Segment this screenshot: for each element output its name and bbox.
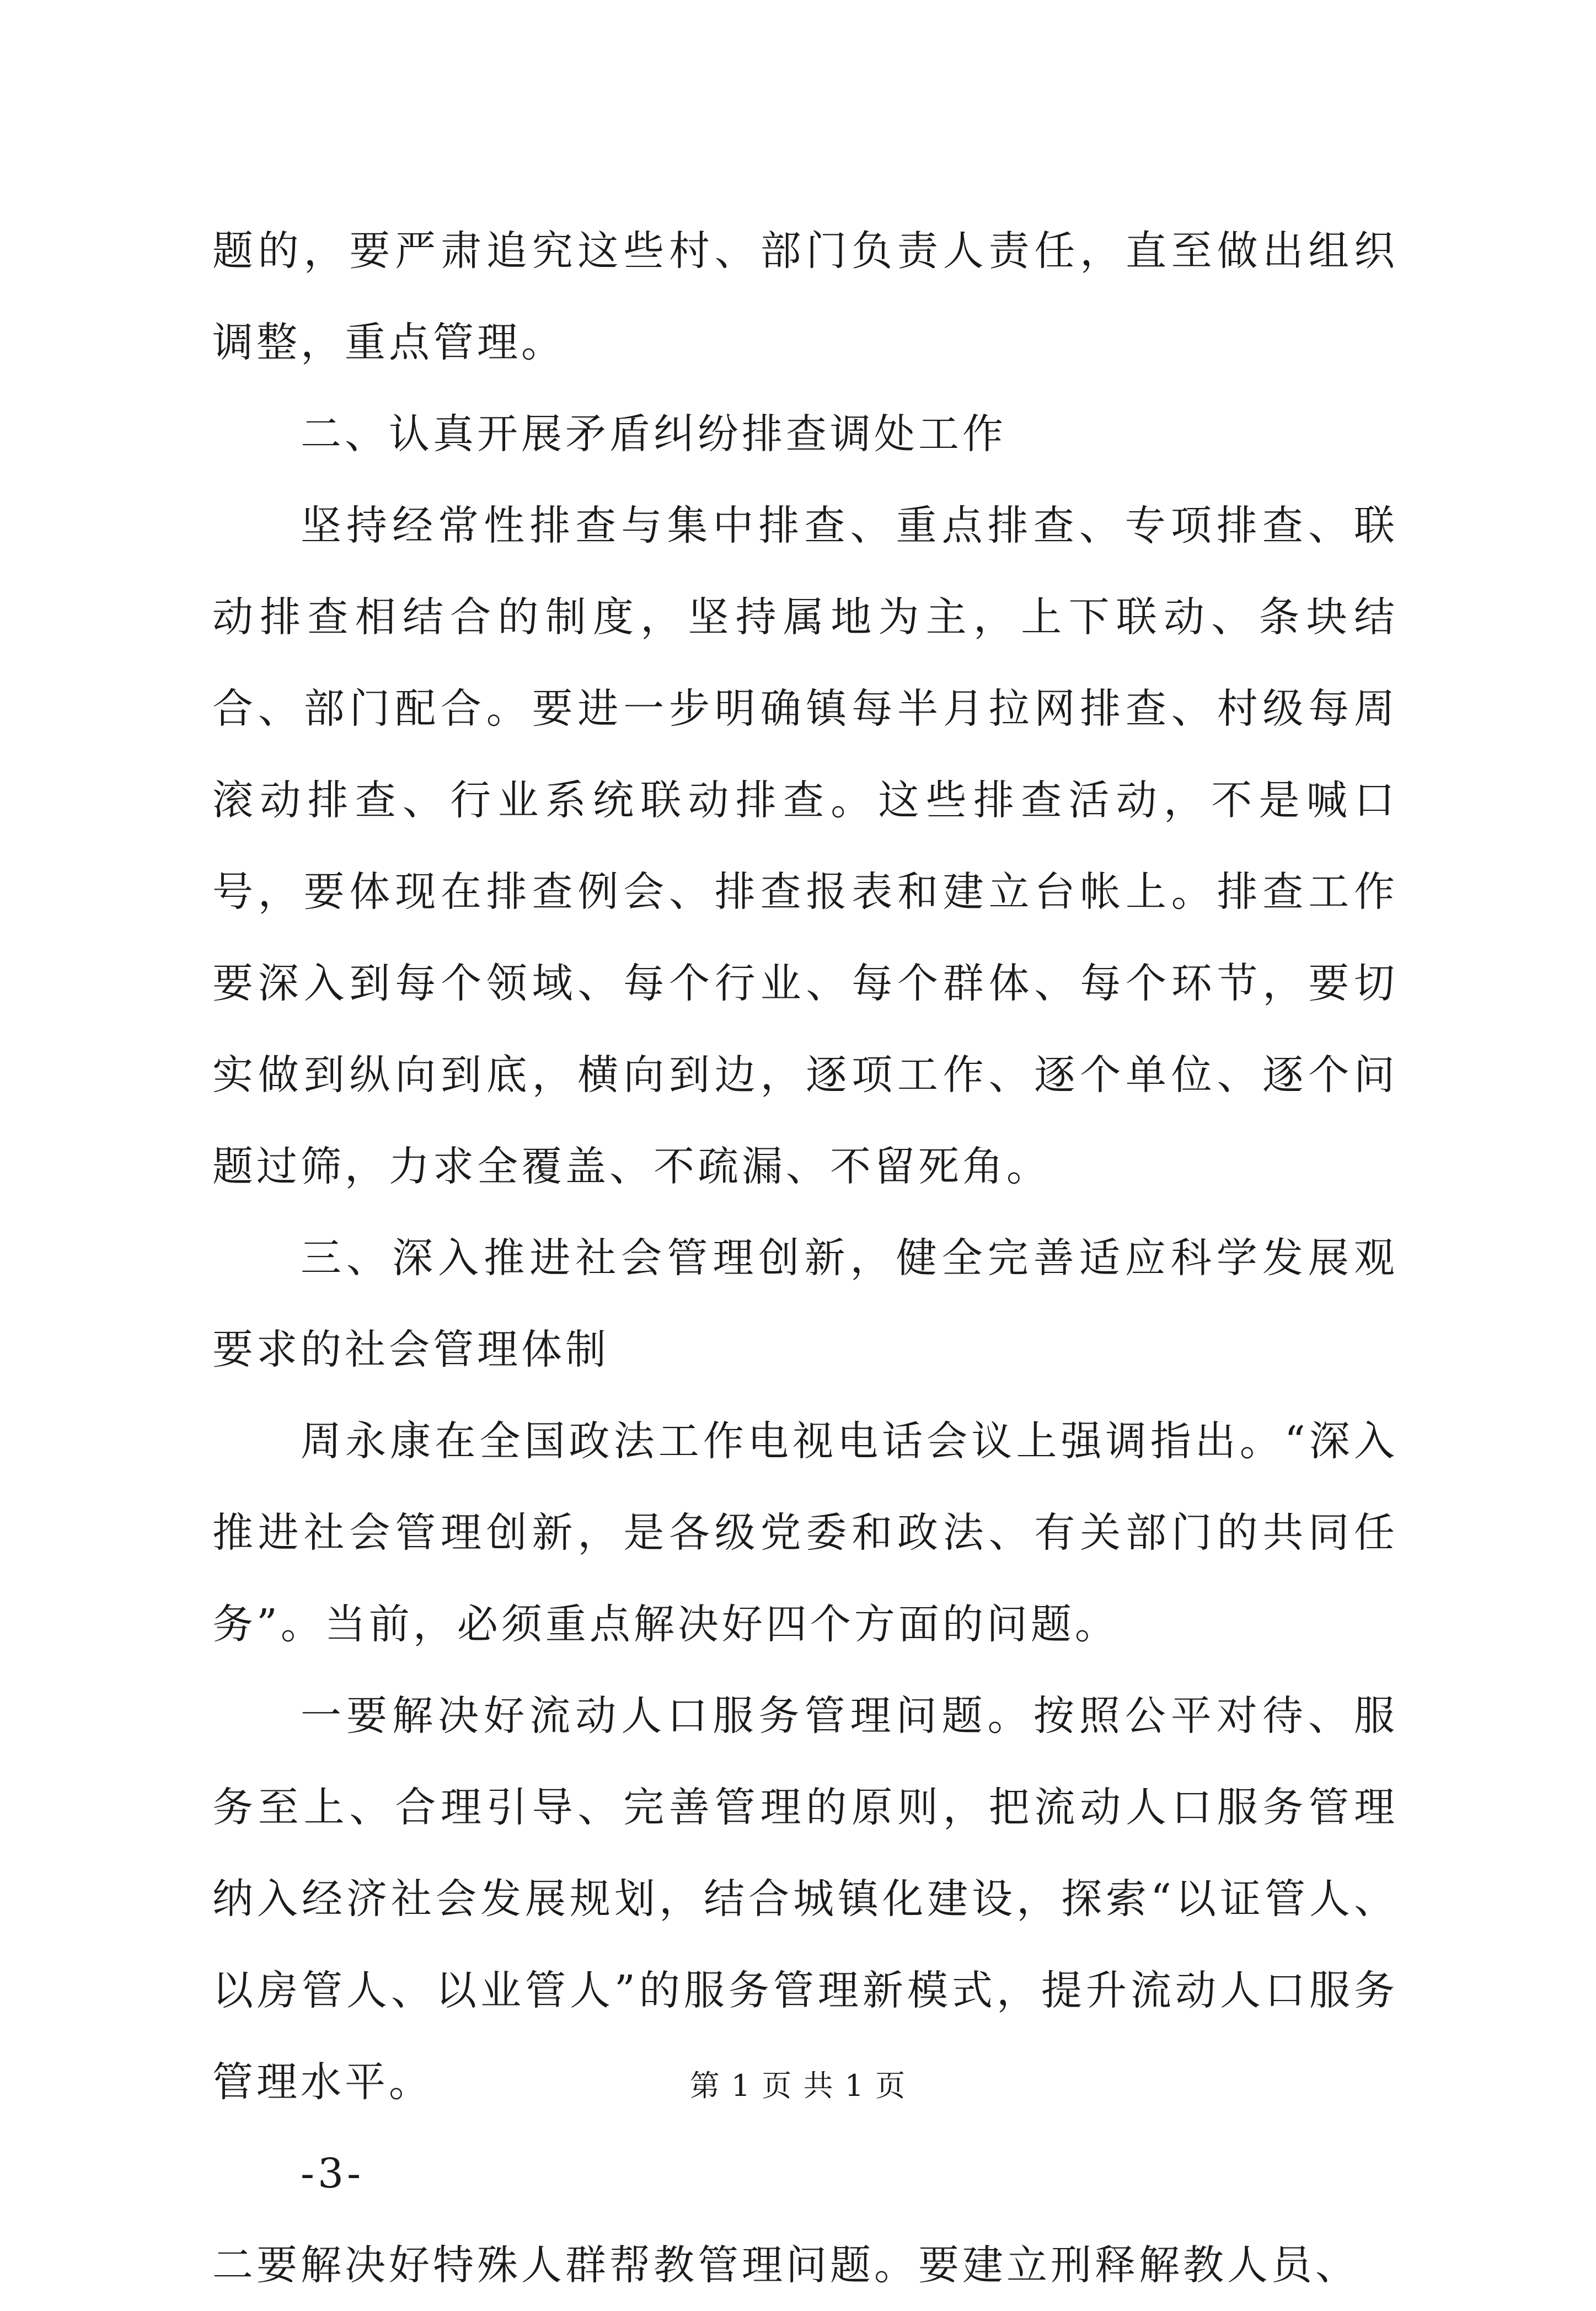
paragraph-continuation: 题的，要严肃追究这些村、部门负责人责任，直至做出组织调整，重点管理。 <box>212 227 1398 366</box>
inline-page-number: -3- <box>301 2150 365 2197</box>
paragraph-special-groups: 二要解决好特殊人群帮教管理问题。要建立刑释解教人员、 <box>212 2242 1359 2289</box>
section-heading-3: 三、深入推进社会管理创新，健全完善适应科学发展观要求的社会管理体制 <box>212 1234 1398 1373</box>
paragraph-floating-population: 一要解决好流动人口服务管理问题。按照公平对待、服务至上、合理引导、完善管理的原则，把流动人口服务管理纳入经济社会发展规划，结合城镇化建设，探索“以证管人、以房管人、以业管人”的服务管理新模式，提升流动人口服务管理水平。 <box>212 1692 1398 2106</box>
paragraph-quote: 周永康在全国政法工作电视电话会议上强调指出。“深入推进社会管理创新，是各级党委和政法、有关部门的共同任务”。当前，必须重点解决好四个方面的问题。 <box>212 1417 1398 1648</box>
document-body <box>212 205 1398 2311</box>
section-heading-2: 二、认真开展矛盾纠纷排查调处工作 <box>301 410 1006 458</box>
page-footer: 第 1 页 共 1 页 <box>689 2068 907 2103</box>
paragraph-investigation: 坚持经常性排查与集中排查、重点排查、专项排查、联动排查相结合的制度，坚持属地为主，上下联动、条块结合、部门配合。要进一步明确镇每半月拉网排查、村级每周滚动排查、行业系统联动排查。这些排查活动，不是喊口号，要体现在排查例会、排查报表和建立台帐上。排查工作要深入到每个领域、每个行业、每个群体、每个环节，要切实做到纵向到底，横向到边，逐项工作、逐个单位、逐个问题过筛，力求全覆盖、不疏漏、不留死角。 <box>212 502 1398 1190</box>
